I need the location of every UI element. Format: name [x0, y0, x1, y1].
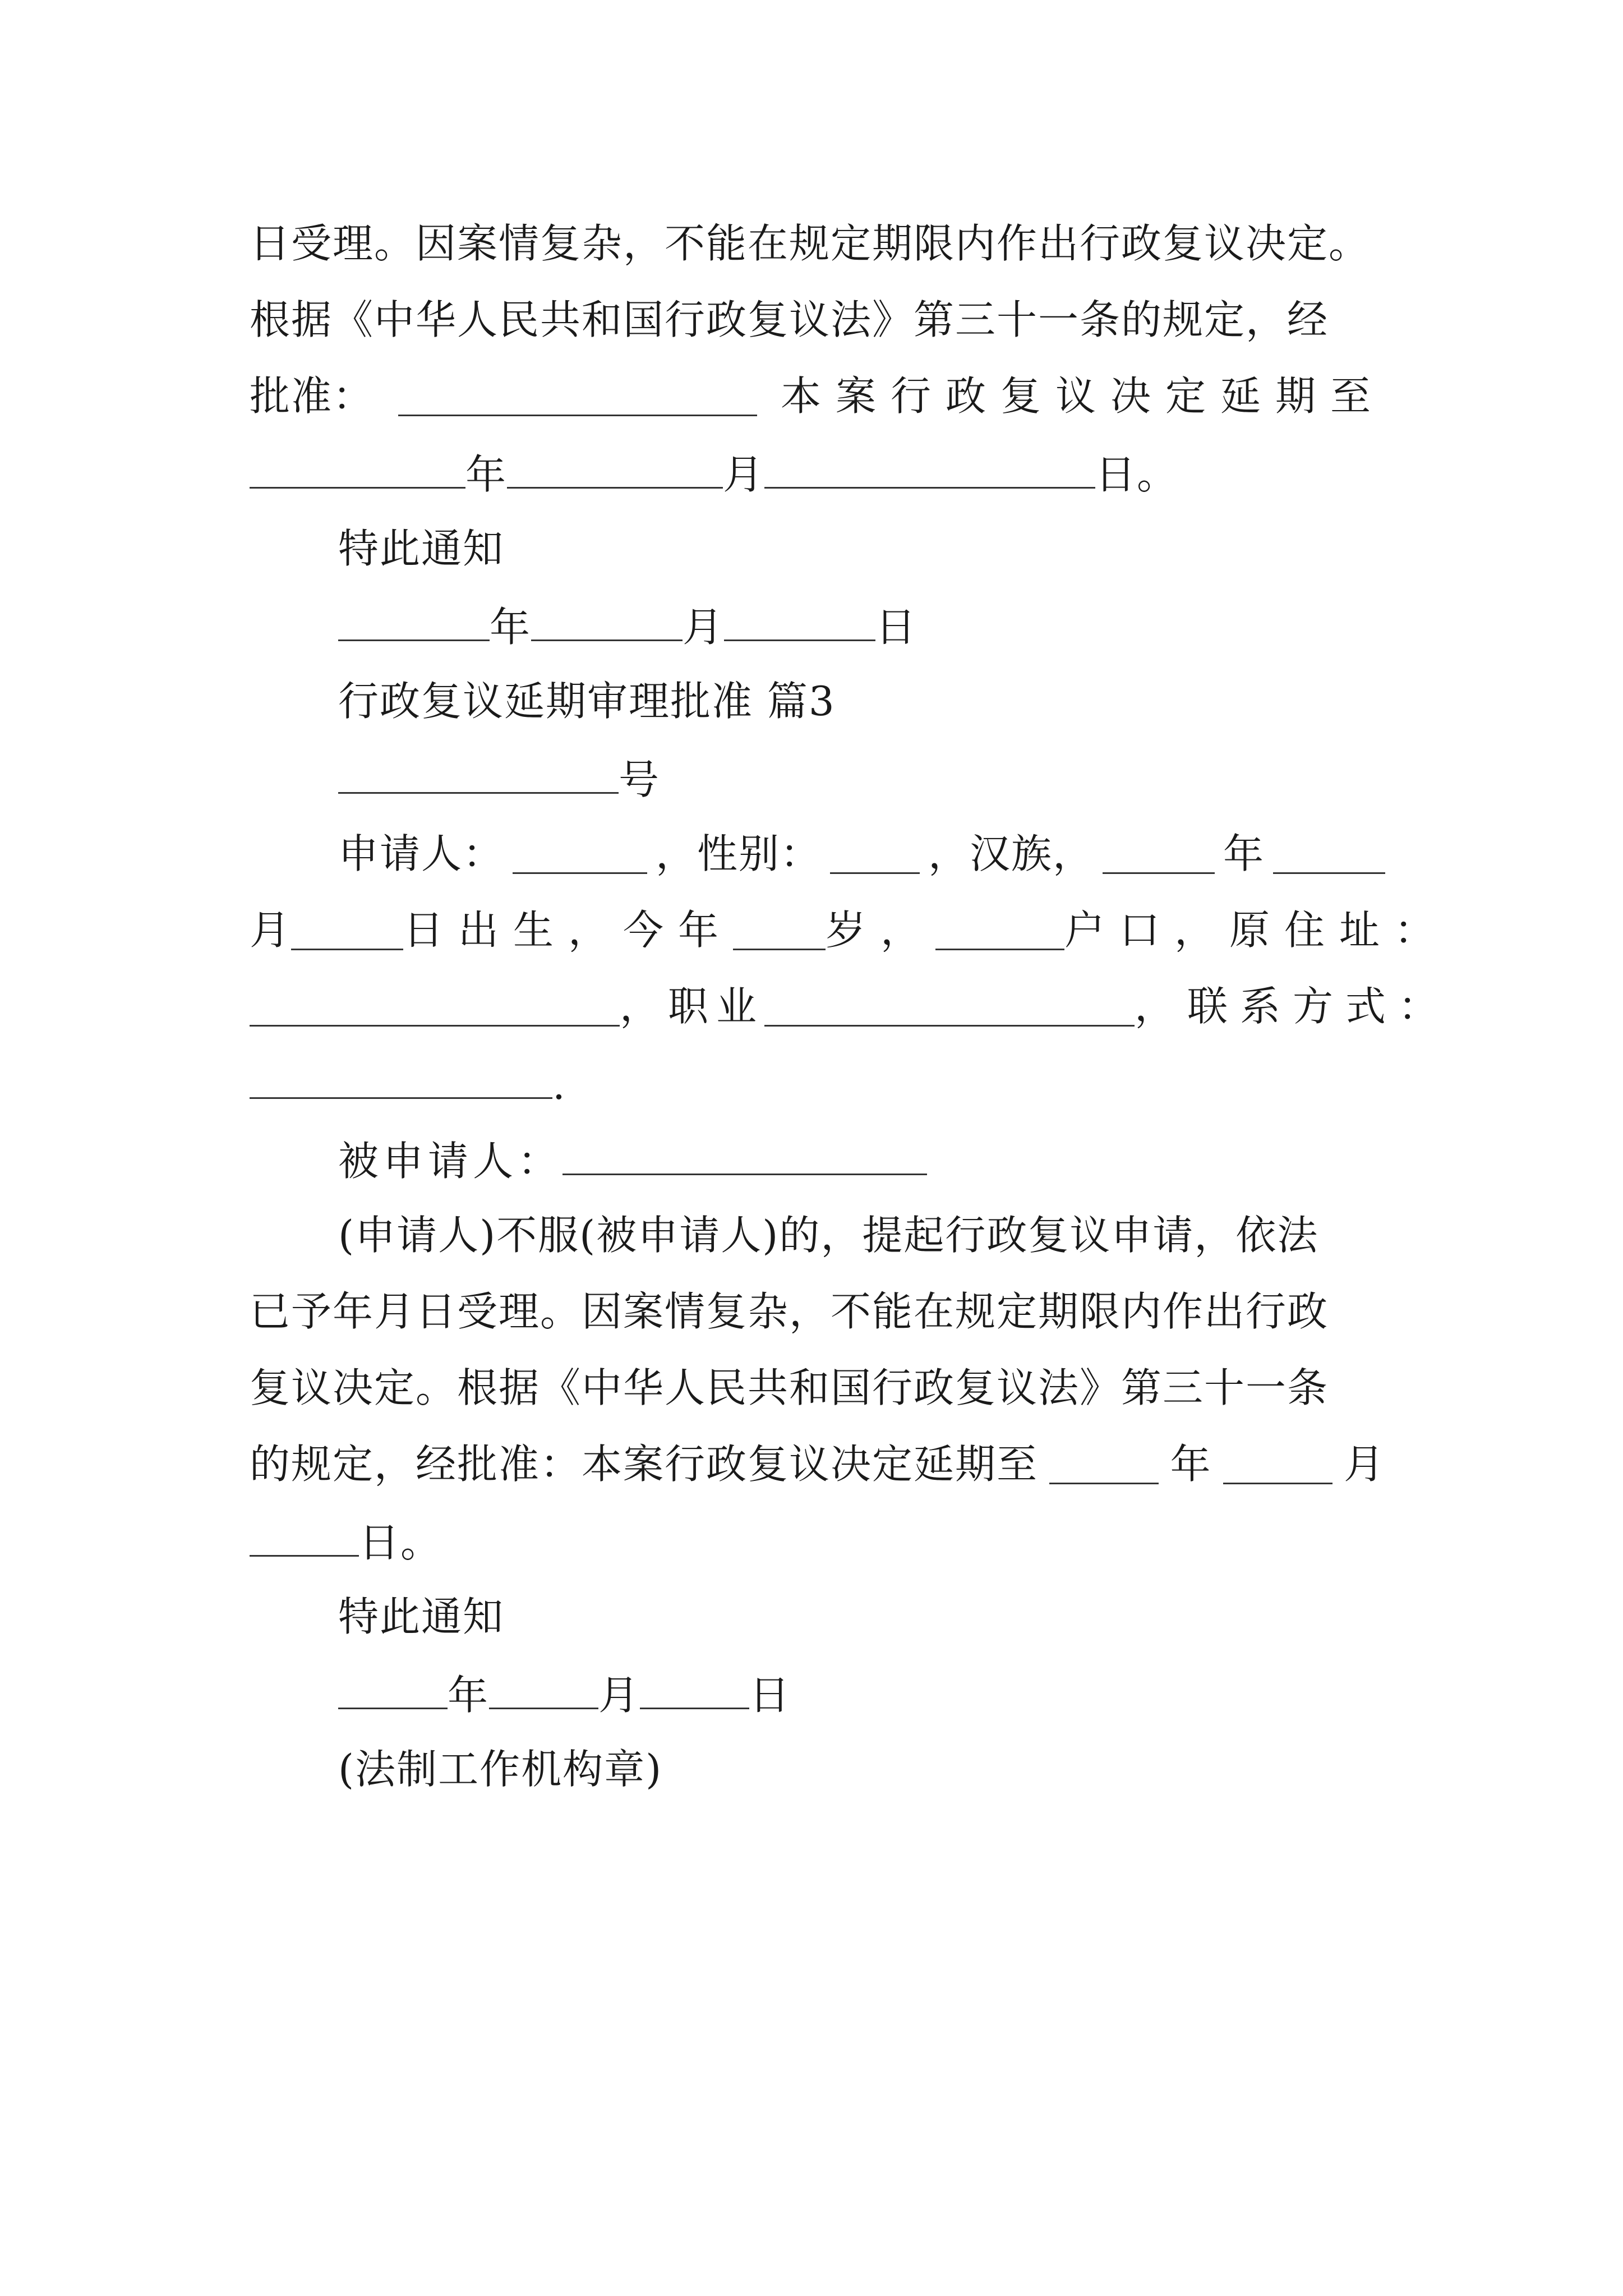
prev-date-year-blank[interactable] — [338, 605, 490, 641]
birth-year-blank[interactable] — [1103, 838, 1215, 874]
body-line-4 — [250, 1441, 1385, 1488]
applicant-line-3 — [250, 983, 1451, 1030]
prev-line-4 — [250, 451, 1179, 498]
birth-year-label: 年 — [1223, 830, 1265, 877]
body-day-blank[interactable] — [250, 1520, 359, 1557]
gender-blank[interactable] — [830, 838, 920, 874]
extension-year-blank[interactable] — [250, 452, 465, 489]
body-month-label: 月 — [1343, 1441, 1385, 1488]
date-month-blank[interactable] — [489, 1673, 598, 1709]
extension-text: 本案行政复议决定延期至 — [780, 372, 1385, 420]
applicant-label: 申请人： — [338, 830, 505, 877]
approval-blank[interactable] — [398, 380, 757, 416]
age-blank[interactable] — [733, 914, 826, 950]
prev-date-day: 日 — [875, 604, 917, 651]
prev-date-month-blank[interactable] — [531, 605, 683, 641]
respondent-label: 被申请人： — [338, 1138, 563, 1185]
respondent-line — [338, 1138, 927, 1185]
body-line-3: 复议决定。根据《中华人民共和国行政复议法》第三十一条 — [250, 1364, 1329, 1411]
age-unit: 岁， — [826, 907, 936, 954]
prev-notice: 特此通知 — [338, 525, 505, 572]
date-day: 日 — [749, 1672, 791, 1719]
birth-year-tail-blank[interactable] — [1273, 838, 1385, 874]
contact-end: . — [552, 1061, 566, 1108]
applicant-name-blank[interactable] — [513, 838, 647, 874]
occupation-blank[interactable] — [764, 990, 1135, 1027]
birth-month-blank[interactable] — [291, 914, 403, 950]
prev-line-3 — [250, 372, 1385, 420]
applicant-line-2 — [250, 907, 1450, 954]
section-3-notice: 特此通知 — [338, 1593, 505, 1640]
body-line-2: 已予年月日受理。因案情复杂，不能在规定期限内作出行政 — [250, 1288, 1329, 1335]
birth-day-text: 日出生，今年 — [403, 907, 734, 954]
date-day-blank[interactable] — [640, 1673, 749, 1709]
prev-date-year: 年 — [490, 604, 532, 651]
doc-number-suffix: 号 — [619, 756, 661, 803]
prev-line-2: 根据《中华人民共和国行政复议法》第三十一条的规定，经 — [250, 296, 1329, 343]
extension-year-label: 年 — [465, 451, 508, 498]
date-year: 年 — [448, 1672, 490, 1719]
extension-month-label: 月 — [723, 451, 765, 498]
prev-date-month: 月 — [683, 604, 725, 651]
prev-line-1: 日受理。因案情复杂，不能在规定期限内作出行政复议决定。 — [250, 220, 1371, 267]
date-year-blank[interactable] — [338, 1673, 448, 1709]
body-day-label: 日。 — [359, 1519, 442, 1566]
household-text: 户口，原住址： — [1064, 907, 1450, 954]
body-year-blank[interactable] — [1049, 1448, 1159, 1484]
gender-label: ，性别： — [655, 830, 822, 877]
doc-number-blank[interactable] — [338, 757, 619, 794]
prev-date-line — [338, 604, 917, 651]
body-line-4-text: 的规定，经批准：本案行政复议决定延期至 — [250, 1441, 1039, 1488]
birth-month-label: 月 — [250, 907, 292, 954]
body-year-label: 年 — [1170, 1441, 1212, 1488]
ethnicity-text: ，汉族， — [928, 830, 1094, 877]
extension-day-blank[interactable] — [764, 452, 1095, 489]
section-3-date-line — [338, 1672, 791, 1719]
doc-number-line — [338, 756, 661, 803]
body-line-5 — [250, 1519, 442, 1566]
section-heading: 行政复议延期审理批准 篇3 — [338, 678, 836, 725]
applicant-line-1 — [338, 830, 1385, 877]
occupation-label: ，职业 — [620, 983, 765, 1030]
address-blank[interactable] — [250, 990, 620, 1027]
approval-label: 批准： — [250, 372, 375, 420]
date-month: 月 — [598, 1672, 640, 1719]
seal-text: (法制工作机构章) — [338, 1746, 663, 1793]
extension-day-label: 日。 — [1095, 451, 1179, 498]
applicant-line-4 — [250, 1061, 566, 1108]
respondent-blank[interactable] — [562, 1139, 927, 1175]
contact-blank[interactable] — [250, 1062, 552, 1099]
body-line-1: (申请人)不服(被申请人)的，提起行政复议申请，依法 — [338, 1212, 1319, 1259]
household-blank[interactable] — [935, 914, 1064, 950]
contact-label: ，联系方式： — [1135, 983, 1451, 1030]
extension-month-blank[interactable] — [507, 452, 723, 489]
body-month-blank[interactable] — [1223, 1448, 1332, 1484]
prev-date-day-blank[interactable] — [724, 605, 875, 641]
